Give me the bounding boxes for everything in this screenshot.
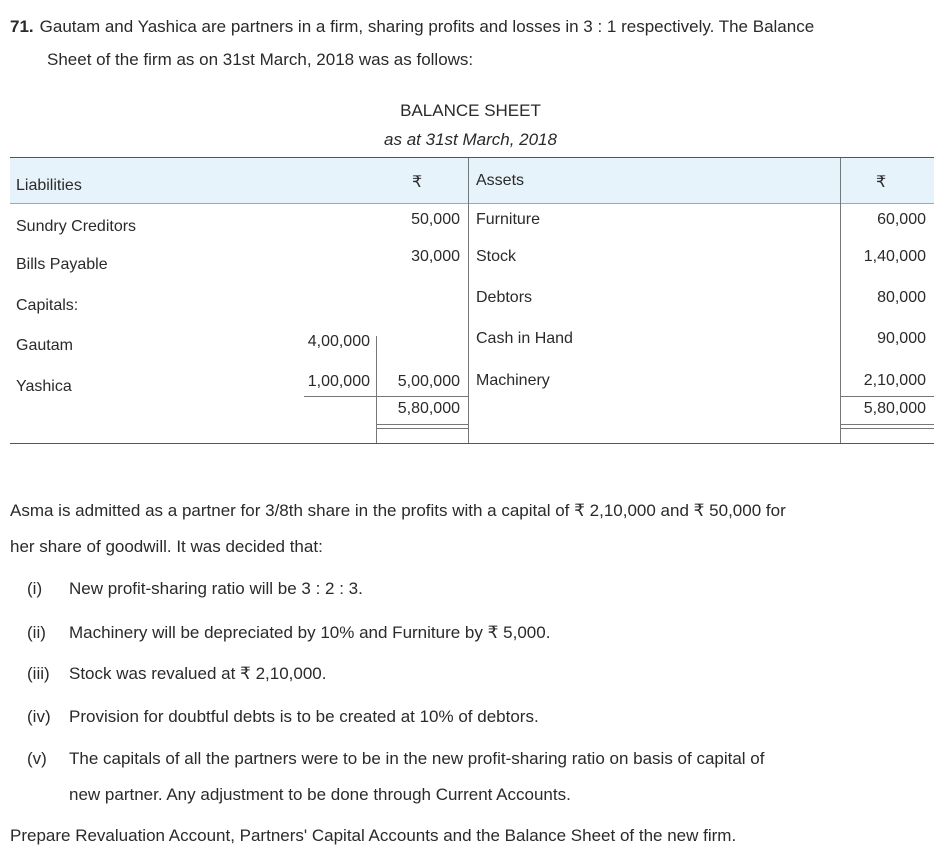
question-line-2: Sheet of the firm as on 31st March, 2018 was as follows: [47, 50, 474, 69]
total-assets: 5,80,000 [863, 400, 926, 417]
asset-label: Furniture [476, 211, 541, 228]
liability-label: Gautam [16, 337, 73, 354]
header-assets: Assets [476, 172, 525, 189]
asset-amount: 60,000 [877, 211, 926, 228]
condition-item [27, 744, 932, 810]
liability-amount: 30,000 [411, 248, 460, 265]
condition-text: Provision for doubtful debts is to be created at 10% of debtors. [69, 707, 539, 726]
header-rupee-assets: ₹ [876, 174, 887, 191]
asset-amount: 1,40,000 [863, 248, 926, 265]
liability-label: Capitals: [16, 297, 79, 314]
total-rule [840, 396, 934, 397]
header-liabilities: Liabilities [16, 177, 82, 194]
condition-item [27, 702, 932, 732]
admission-paragraph [10, 496, 935, 562]
condition-number: (i) [27, 579, 43, 598]
subtotal-rule [304, 396, 376, 397]
condition-continuation: new partner. Any adjustment to be done through Current Accounts. [69, 785, 571, 804]
header-rupee-liabilities: ₹ [412, 174, 423, 191]
column-divider [468, 158, 469, 443]
liability-amount: 50,000 [411, 211, 460, 228]
condition-number: (ii) [27, 623, 46, 642]
double-rule [376, 424, 468, 425]
column-divider [376, 336, 377, 443]
total-rule [376, 396, 468, 397]
liability-label: Yashica [16, 378, 72, 395]
double-rule [840, 428, 934, 429]
condition-text: The capitals of all the partners were to be in the new profit-sharing ratio on basis of capital of [69, 749, 765, 768]
question-number: 71. [10, 17, 34, 36]
total-liabilities: 5,80,000 [397, 400, 460, 417]
liability-label: Bills Payable [16, 256, 108, 273]
paragraph-line-1: Asma is admitted as a partner for 3/8th share in the profits with a capital of ₹ 2,10,000 and ₹ 50,000 for [10, 501, 786, 520]
asset-label: Cash in Hand [476, 330, 573, 347]
question-line-1: Gautam and Yashica are partners in a firm, sharing profits and losses in 3 : 1 respectively. The Balance [39, 17, 815, 36]
condition-item [27, 574, 932, 604]
condition-item [27, 618, 932, 648]
condition-number: (iii) [27, 664, 50, 683]
condition-item [27, 659, 932, 689]
condition-number: (iv) [27, 707, 51, 726]
question-text [10, 10, 935, 76]
balance-sheet-subtitle: as at 31st March, 2018 [384, 130, 557, 149]
asset-amount: 2,10,000 [863, 372, 926, 389]
partner-capital: 1,00,000 [307, 373, 370, 390]
condition-text: New profit-sharing ratio will be 3 : 2 : 3. [69, 579, 363, 598]
double-rule [376, 428, 468, 429]
balance-sheet-title: BALANCE SHEET [400, 101, 541, 120]
asset-label: Stock [476, 248, 517, 265]
partner-capital: 4,00,000 [307, 333, 370, 350]
condition-text: Machinery will be depreciated by 10% and Furniture by ₹ 5,000. [69, 623, 551, 642]
condition-text: Stock was revalued at ₹ 2,10,000. [69, 664, 327, 683]
paragraph-line-2: her share of goodwill. It was decided that: [10, 537, 323, 556]
final-instruction: Prepare Revaluation Account, Partners' Capital Accounts and the Balance Sheet of the new firm. [10, 826, 737, 845]
liability-amount: 5,00,000 [397, 373, 460, 390]
asset-label: Machinery [476, 372, 550, 389]
asset-amount: 80,000 [877, 289, 926, 306]
liability-label: Sundry Creditors [16, 218, 137, 235]
double-rule [840, 424, 934, 425]
table-header [10, 158, 934, 204]
asset-amount: 90,000 [877, 330, 926, 347]
condition-number: (v) [27, 749, 47, 768]
balance-sheet-table [10, 157, 934, 444]
asset-label: Debtors [476, 289, 533, 306]
